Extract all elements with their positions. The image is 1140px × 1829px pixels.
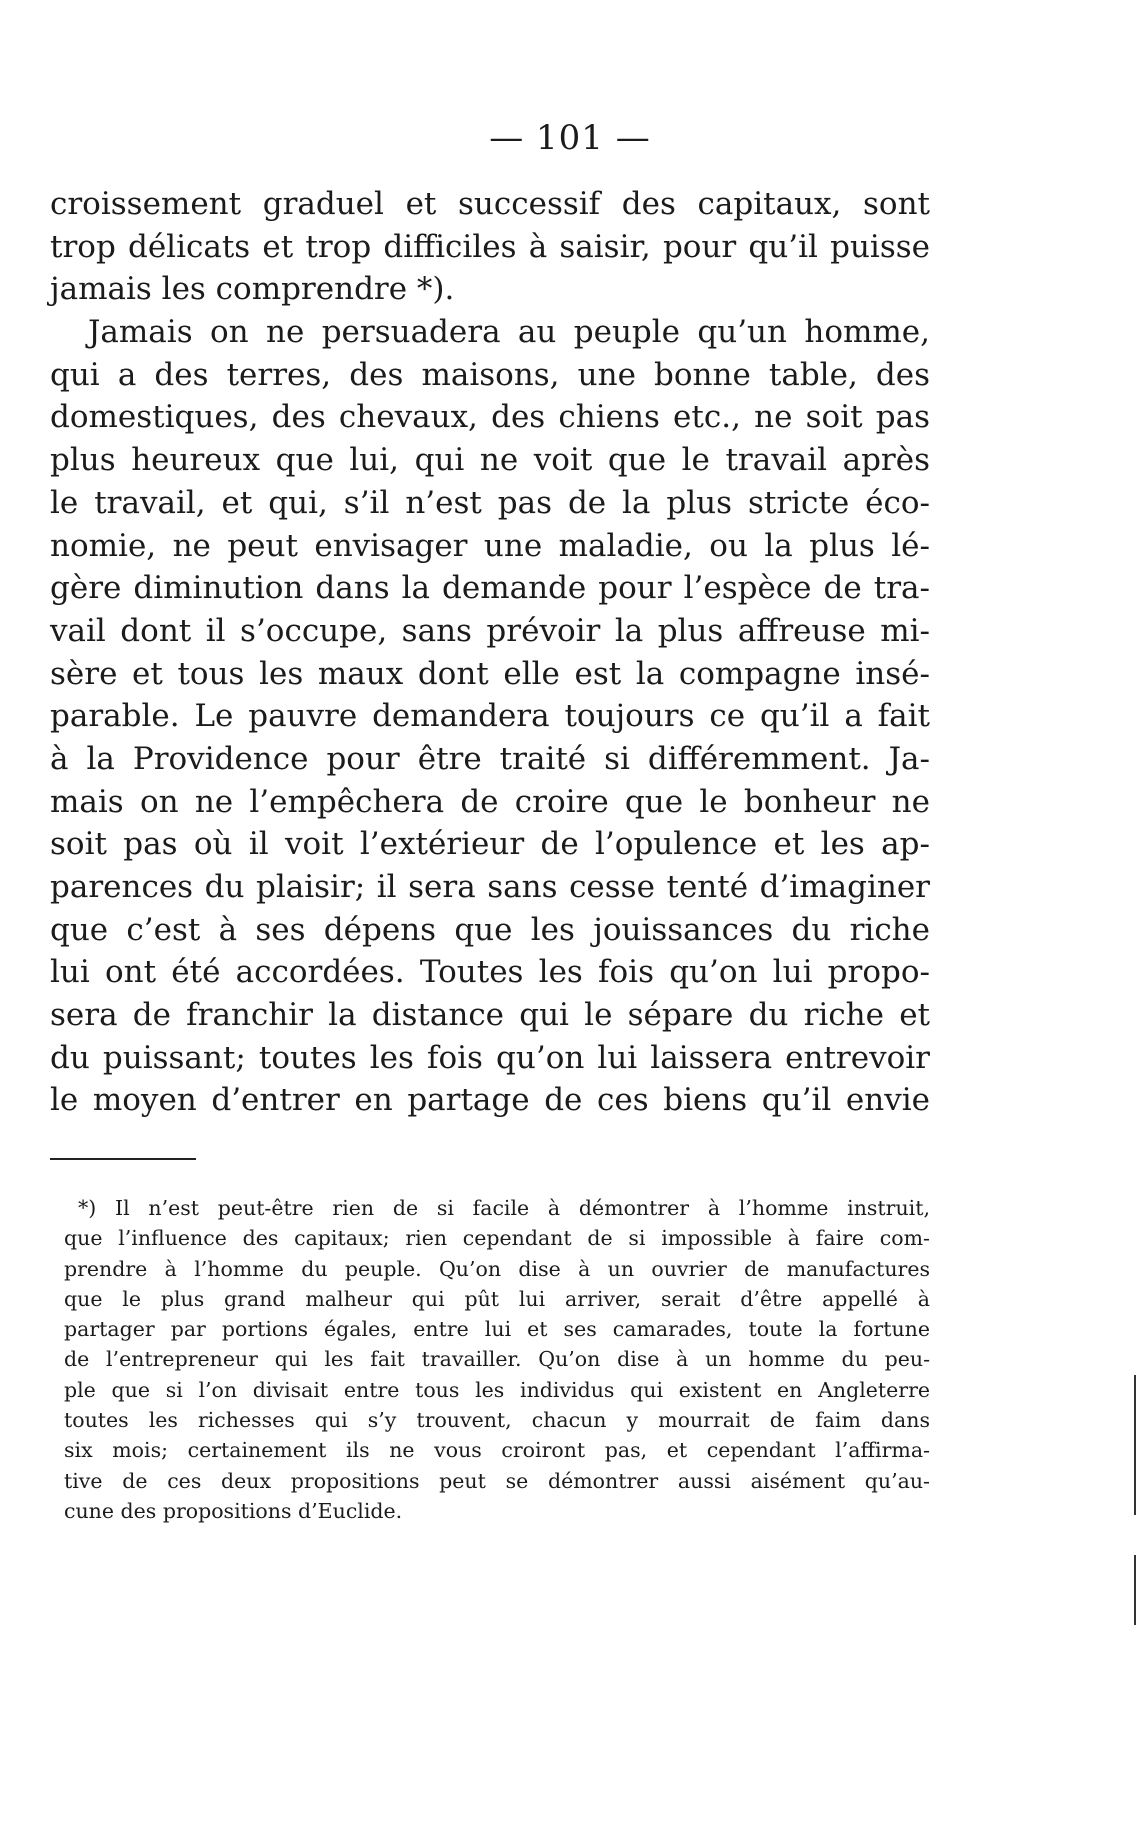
text-line: mais on ne l’empêchera de croire que le bonheur ne [50,783,930,820]
footnote-line: de l’entrepreneur qui les fait travailler. Qu’on dise à un homme du peu- [64,1347,930,1372]
scan-edge-mark [1134,1555,1136,1625]
text-line: du puissant; toutes les fois qu’on lui laissera entrevoir [50,1039,930,1076]
text-line: domestiques, des chevaux, des chiens etc., ne soit pas [50,399,930,436]
footnote-line: que le plus grand malheur qui pût lui arriver, serait d’être appellé à [64,1286,930,1311]
text-line: vail dont il s’occupe, sans prévoir la plus affreuse mi- [50,612,930,649]
scan-edge-mark [1134,1375,1136,1515]
text-line: trop délicats et trop difficiles à saisir, pour qu’il puisse [50,228,930,265]
text-line: à la Providence pour être traité si différemment. Ja- [50,740,930,777]
text-line: que c’est à ses dépens que les jouissances du riche [50,911,930,948]
footnote-line: partager par portions égales, entre lui et ses camarades, toute la fortune [64,1317,930,1342]
text-line: gère diminution dans la demande pour l’espèce de tra- [50,570,930,607]
footnote-line: ple que si l’on divisait entre tous les individus qui existent en Angleterre [64,1377,930,1402]
text-line: lui ont été accordées. Toutes les fois qu’on lui propo- [50,954,930,991]
footnote-line: cune des propositions d’Euclide. [64,1498,403,1523]
footnote-separator [50,1158,196,1160]
text-line: parences du plaisir; il sera sans cesse tenté d’imaginer [50,869,930,905]
footnote [64,1193,930,1526]
text-line: nomie, ne peut envisager une maladie, ou la plus lé- [50,527,930,564]
footnote-line: tive de ces deux propositions peut se démontrer aussi aisément qu’au- [64,1468,930,1493]
main-text [50,183,930,1122]
page-number: — 101 — [489,118,651,158]
footnote-line: que l’influence des capitaux; rien cependant de si impossible à faire com- [64,1226,930,1251]
text-line: qui a des terres, des maisons, une bonne table, des [50,356,930,393]
text-line: soit pas où il voit l’extérieur de l’opulence et les ap- [50,826,930,863]
text-line: le travail, et qui, s’il n’est pas de la plus stricte éco- [50,484,930,521]
footnote-line: prendre à l’homme du peuple. Qu’on dise à un ouvrier de manufactures [64,1256,930,1281]
text-line: jamais les comprendre *). [50,271,455,308]
text-line: plus heureux que lui, qui ne voit que le travail après [50,442,930,479]
footnote-line: toutes les richesses qui s’y trouvent, chacun y mourrait de faim dans [64,1408,930,1433]
text-line: Jamais on ne persuadera au peuple qu’un homme, [88,314,930,351]
footnote-line: *) Il n’est peut-être rien de si facile à démontrer à l’homme instruit, [78,1196,930,1220]
text-line: le moyen d’entrer en partage de ces biens qu’il envie [50,1082,930,1119]
text-line: croissement graduel et successif des capitaux, sont [50,186,930,222]
footnote-line: six mois; certainement ils ne vous croiront pas, et cependant l’affirma- [64,1438,930,1463]
text-line: sera de franchir la distance qui le sépare du riche et [50,997,930,1034]
text-line: parable. Le pauvre demandera toujours ce qu’il a fait [50,698,930,735]
text-line: sère et tous les maux dont elle est la compagne insé- [50,655,930,692]
